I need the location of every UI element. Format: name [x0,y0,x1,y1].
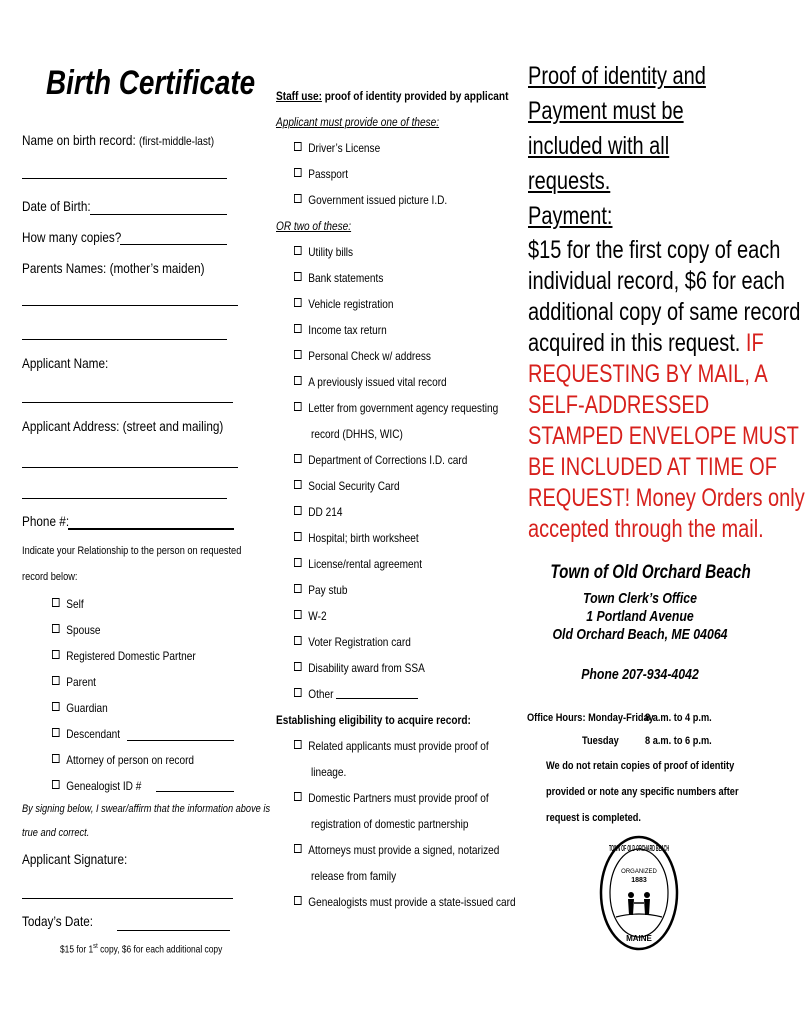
checkbox[interactable] [294,636,302,645]
notice-1: We do not retain copies of proof of identity [546,760,735,772]
checkbox[interactable] [294,844,302,853]
relationship-descendant[interactable]: Descendant [52,727,120,741]
doc-vital-record[interactable]: A previously issued vital record [294,375,447,389]
checkbox[interactable] [294,168,302,177]
relationship-attorney[interactable]: Attorney of person on record [52,753,194,767]
doc-personal-check[interactable]: Personal Check w/ address [294,349,431,363]
doc-bank-statements[interactable]: Bank statements [294,271,383,285]
mail-notice-2: SELF-ADDRESSED [528,391,710,419]
clerk-office: Town Clerk’s Office [583,590,697,607]
mail-notice-3: STAMPED ENVELOPE MUST [528,422,799,450]
staff-use-text: Staff use: proof of identity provided by applicant [276,89,509,103]
genealogist-id-field[interactable] [156,791,234,792]
eligibility-heading: Establishing eligibility to acquire record: [276,713,471,727]
relationship-text-2: record below: [22,571,78,583]
doc-rental-agreement[interactable]: License/rental agreement [294,557,422,571]
checkbox[interactable] [294,298,302,307]
mail-notice-5: REQUEST! Money Orders only [528,484,805,512]
checkbox[interactable] [294,896,302,905]
eligibility-genealogists[interactable]: Genealogists must provide a state-issued card [294,895,516,909]
checkbox[interactable] [52,780,60,789]
checkbox[interactable] [294,194,302,203]
must-provide-heading: Applicant must provide one of these: [276,115,440,129]
town-name: Town of Old Orchard Beach [550,562,751,583]
parents-field-2[interactable] [22,339,227,340]
payment-text-3: additional copy of same record [528,298,801,326]
affirm-text-2: true and correct. [22,827,90,839]
affirm-text-1: By signing below, I swear/affirm that the information above is [22,803,271,815]
signature-field[interactable] [22,898,233,899]
checkbox[interactable] [52,650,60,659]
checkbox[interactable] [294,480,302,489]
checkbox[interactable] [52,624,60,633]
phone-number: Phone 207-934-4042 [581,666,699,683]
name-label: Name on birth record: (first-middle-last) [22,132,215,148]
dob-label: Date of Birth: [22,198,91,214]
checkbox[interactable] [294,350,302,359]
parents-field-1[interactable] [22,305,238,306]
hours-tuesday: 8 a.m. to 6 p.m. [645,735,712,747]
copies-label: How many copies? [22,229,122,245]
applicant-address-label: Applicant Address: (street and mailing) [22,418,224,434]
seal-organized: ORGANIZED [621,869,657,875]
mail-notice-6: accepted through the mail. [528,515,764,543]
checkbox[interactable] [294,688,302,697]
doc-vehicle-registration[interactable]: Vehicle registration [294,297,393,311]
eligibility-related-cont: lineage. [311,765,347,779]
doc-social-security[interactable]: Social Security Card [294,479,400,493]
relationship-parent[interactable]: Parent [52,675,96,689]
parents-label: Parents Names: (mother’s maiden) [22,260,205,276]
relationship-domestic-partner[interactable]: Registered Domestic Partner [52,649,196,663]
seal-bottom-text: MAINE [626,934,652,943]
checkbox[interactable] [294,324,302,333]
notice-2: provided or note any specific numbers after [546,786,739,798]
hours-label: Office Hours: Monday-Friday [527,712,654,724]
two-of-heading: OR two of these: [276,219,352,233]
payment-heading: Payment: [528,202,613,230]
doc-pay-stub[interactable]: Pay stub [294,583,348,597]
checkbox[interactable] [294,376,302,385]
fee-footer: $15 for 1st copy, $6 for each additional copy [60,943,223,956]
name-field[interactable] [22,178,227,179]
notice-3: request is completed. [546,812,641,824]
mail-notice-1: REQUESTING BY MAIL, A [528,360,768,388]
doc-other-field[interactable] [336,698,418,699]
town-seal-logo [598,833,680,953]
eligibility-domestic[interactable]: Domestic Partners must provide proof of [294,791,489,805]
contact-block [528,562,752,683]
checkbox[interactable] [52,754,60,763]
seal-year: 1883 [631,877,647,884]
checkbox[interactable] [294,506,302,515]
checkbox[interactable] [52,676,60,685]
checkbox[interactable] [294,792,302,801]
address-field-1[interactable] [22,467,238,468]
checkbox[interactable] [52,728,60,737]
checkbox[interactable] [294,402,302,411]
doc-w2[interactable]: W-2 [294,609,327,623]
phone-field[interactable] [68,528,234,530]
doc-other[interactable]: Other [294,687,333,701]
checkbox[interactable] [294,246,302,255]
proof-heading-4: requests. [528,167,611,195]
street-address: 1 Portland Avenue [586,608,694,625]
seal-top-text: TOWN OF OLD ORCHARD BEACH [609,844,670,853]
relationship-self[interactable]: Self [52,597,84,611]
page-title: Birth Certificate [46,64,256,102]
checkbox[interactable] [294,610,302,619]
eligibility-domestic-cont: registration of domestic partnership [311,817,469,831]
applicant-name-label: Applicant Name: [22,355,109,371]
doc-hospital-worksheet[interactable]: Hospital; birth worksheet [294,531,419,545]
checkbox[interactable] [294,532,302,541]
eligibility-attorneys[interactable]: Attorneys must provide a signed, notarized [294,843,499,857]
relationship-text-1: Indicate your Relationship to the person on requested [22,545,242,557]
checkbox[interactable] [294,558,302,567]
id-government-picture[interactable]: Government issued picture I.D. [294,193,447,207]
city-address: Old Orchard Beach, ME 04064 [552,626,728,643]
proof-heading-2: Payment must be [528,97,684,125]
proof-heading-1: Proof of identity and [528,62,706,90]
descendant-field[interactable] [127,740,234,741]
payment-text-2: individual record, $6 for each [528,267,785,295]
copies-field[interactable] [120,244,227,245]
checkbox[interactable] [294,740,302,749]
checkbox[interactable] [52,702,60,711]
checkbox[interactable] [294,584,302,593]
relationship-spouse[interactable]: Spouse [52,623,100,637]
doc-government-letter-cont: record (DHHS, WIC) [311,427,403,441]
signature-label: Applicant Signature: [22,851,128,867]
mail-notice-4: BE INCLUDED AT TIME OF [528,453,777,481]
todays-date-field[interactable] [117,930,230,931]
doc-government-letter[interactable]: Letter from government agency requesting [294,401,498,415]
proof-heading-3: included with all [528,132,670,160]
doc-disability-award[interactable]: Disability award from SSA [294,661,425,675]
checkbox[interactable] [294,142,302,151]
relationship-genealogist[interactable]: Genealogist ID # [52,779,141,793]
checkbox[interactable] [52,598,60,607]
payment-text-1: $15 for the first copy of each [528,236,781,264]
checkbox[interactable] [294,662,302,671]
eligibility-related[interactable]: Related applicants must provide proof of [294,739,489,753]
id-drivers-license[interactable]: Driver’s License [294,141,380,155]
dob-field[interactable] [90,214,227,215]
doc-voter-registration[interactable]: Voter Registration card [294,635,411,649]
hours-weekday: 8 a.m. to 4 p.m. [645,712,712,724]
applicant-name-field[interactable] [22,402,233,403]
payment-text-4: acquired in this request. IF [528,329,764,357]
doc-utility-bills[interactable]: Utility bills [294,245,353,259]
relationship-guardian[interactable]: Guardian [52,701,108,715]
doc-dd214[interactable]: DD 214 [294,505,342,519]
doc-corrections-id[interactable]: Department of Corrections I.D. card [294,453,467,467]
todays-date-label: Today’s Date: [22,913,94,929]
hours-tuesday-label: Tuesday [582,735,619,747]
address-field-2[interactable] [22,498,227,499]
doc-income-tax[interactable]: Income tax return [294,323,387,337]
checkbox[interactable] [294,454,302,463]
eligibility-attorneys-cont: release from family [311,869,397,883]
id-passport[interactable]: Passport [294,167,348,181]
checkbox[interactable] [294,272,302,281]
phone-label: Phone #: [22,513,70,529]
